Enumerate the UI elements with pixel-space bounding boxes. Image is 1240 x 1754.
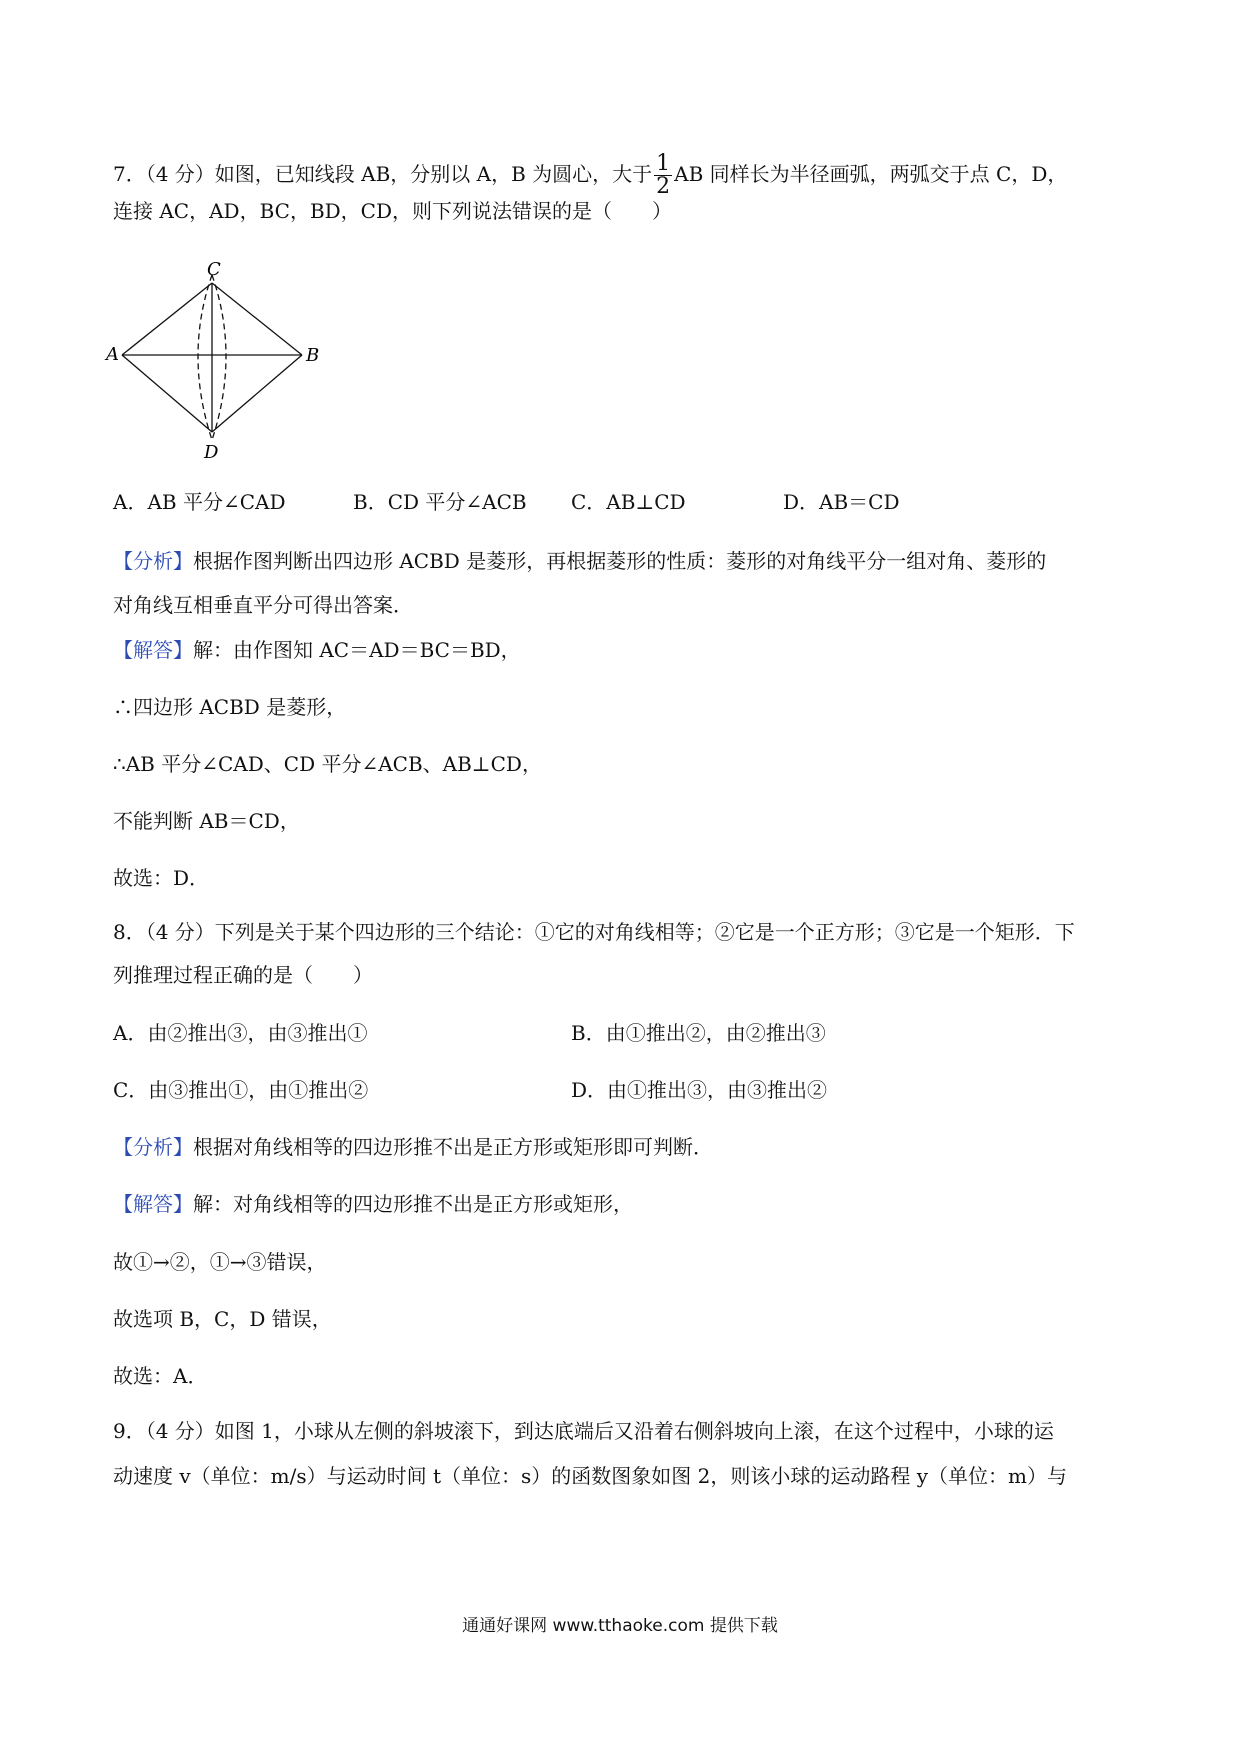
q7-answer-line5: 故选：D． — [113, 866, 210, 890]
q9-stem-line2: 动速度 v（单位：m/s）与运动时间 t（单位：s）的函数图象如图 2，则该小球的运动路程 y（单位：m）与 — [113, 1464, 1067, 1488]
q8-answer-line4: 故选：A． — [113, 1364, 208, 1388]
analysis-tag: 【分析】 — [113, 549, 193, 573]
q7-answer-line4: 不能判断 AB＝CD， — [113, 809, 300, 833]
q7-analysis-line2: 对角线互相垂直平分可得出答案． — [113, 593, 413, 617]
answer-tag: 【解答】 — [113, 638, 193, 662]
q7-option-d: D．AB＝CD — [783, 490, 900, 514]
q8-answer-line3: 故选项 B，C，D 错误， — [113, 1307, 332, 1331]
q8-option-d: D．由①推出③，由③推出② — [571, 1078, 828, 1102]
q7-analysis-line1 — [113, 547, 1046, 575]
rhombus-figure — [106, 259, 342, 468]
q7-option-c: C．AB⊥CD — [571, 490, 686, 514]
q8-stem-line1: 8．（4 分）下列是关于某个四边形的三个结论：①它的对角线相等；②它是一个正方形；③它是一个矩形．下 — [113, 920, 1075, 944]
q7-analysis-text: 根据作图判断出四边形 ACBD 是菱形，再根据菱形的性质：菱形的对角线平分一组对角、菱形的 — [193, 549, 1047, 573]
q7-stem-line2: 连接 AC，AD，BC，BD，CD，则下列说法错误的是（ ） — [113, 199, 673, 223]
q7-stem-part2: AB 同样长为半径画弧，两弧交于点 C，D， — [674, 162, 1068, 186]
q7-stem-line1 — [113, 153, 1067, 198]
q7-answer-line1 — [113, 636, 521, 664]
q7-option-a: A．AB 平分∠CAD — [113, 490, 286, 514]
label-A: A — [106, 344, 119, 365]
q7-option-b: B．CD 平分∠ACB — [353, 490, 527, 514]
q7-answer-line2: ∴四边形 ACBD 是菱形， — [113, 695, 347, 719]
q9-stem-line1: 9．（4 分）如图 1，小球从左侧的斜坡滚下，到达底端后又沿着右侧斜坡向上滚，在这个过程中，小球的运 — [113, 1419, 1054, 1443]
q7-answer-text: 解：由作图知 AC＝AD＝BC＝BD， — [193, 638, 521, 662]
label-D: D — [204, 442, 219, 463]
label-C: C — [207, 259, 221, 280]
q8-answer-line1 — [113, 1190, 633, 1218]
q8-stem-line2: 列推理过程正确的是（ ） — [113, 963, 373, 987]
q8-option-c: C．由③推出①，由①推出② — [113, 1078, 369, 1102]
q8-analysis-text: 根据对角线相等的四边形推不出是正方形或矩形即可判断． — [193, 1135, 713, 1159]
answer-tag: 【解答】 — [113, 1192, 193, 1216]
q7-answer-line3: ∴AB 平分∠CAD、CD 平分∠ACB、AB⊥CD， — [113, 752, 542, 776]
q8-option-a: A．由②推出③，由③推出① — [113, 1021, 368, 1045]
label-B: B — [306, 345, 320, 366]
q8-answer-text: 解：对角线相等的四边形推不出是正方形或矩形， — [193, 1192, 633, 1216]
q8-option-b: B．由①推出②，由②推出③ — [571, 1021, 826, 1045]
arc-from-A — [212, 275, 226, 440]
half-fraction — [654, 153, 672, 198]
q7-stem-part1: 7．（4 分）如图，已知线段 AB，分别以 A，B 为圆心，大于 — [113, 162, 653, 186]
fraction-numerator: 1 — [656, 151, 671, 176]
analysis-tag: 【分析】 — [113, 1135, 193, 1159]
arc-from-B — [198, 275, 212, 440]
page-footer: 通通好课网 www.tthaoke.com 提供下载 — [462, 1616, 778, 1636]
fraction-denominator: 2 — [656, 174, 671, 199]
q8-answer-line2: 故①→②，①→③错误， — [113, 1250, 327, 1274]
q8-analysis-line1 — [113, 1133, 713, 1161]
